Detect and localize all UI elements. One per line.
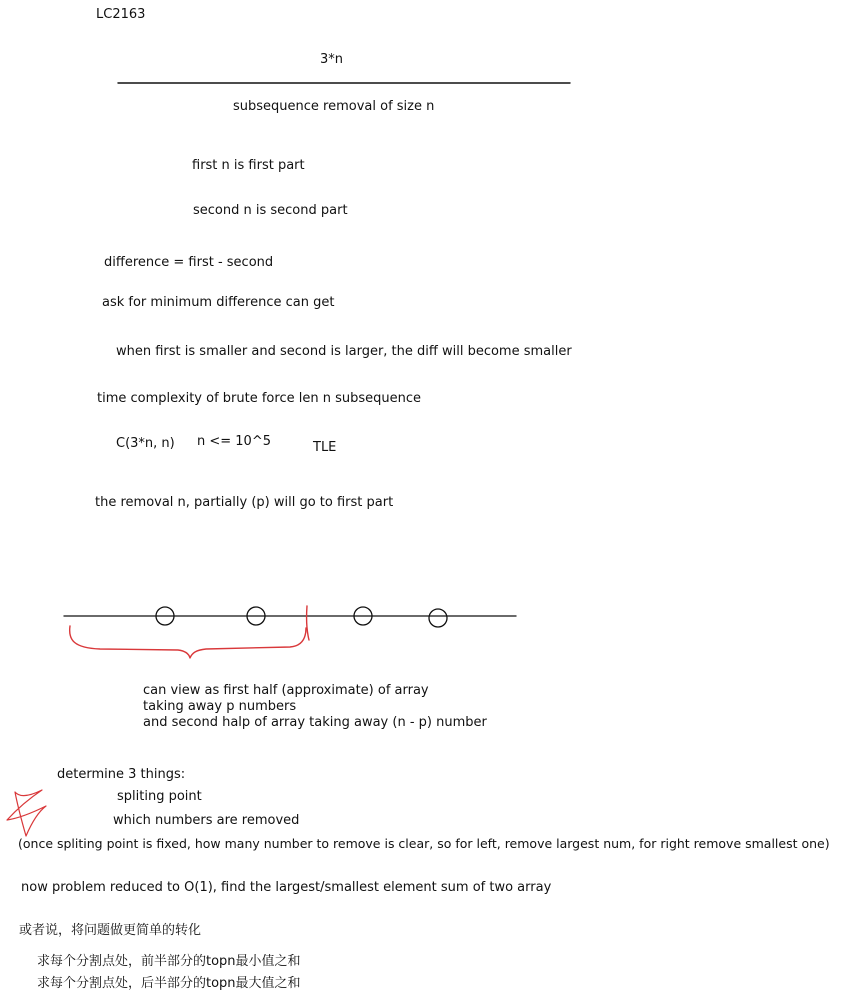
constraint-formula: n <= 10^5 bbox=[197, 434, 271, 449]
star-doodle-icon bbox=[7, 790, 46, 836]
determine-heading: determine 3 things: bbox=[57, 767, 186, 782]
reduced-line: now problem reduced to O(1), find the largest/smallest element sum of two array bbox=[21, 880, 552, 895]
first-part-line: first n is first part bbox=[192, 158, 305, 173]
split-point-marker bbox=[307, 606, 309, 640]
array-element-circle bbox=[247, 607, 265, 625]
partial-removal-line: the removal n, partially (p) will go to first part bbox=[95, 495, 394, 510]
ask-line: ask for minimum difference can get bbox=[102, 295, 335, 310]
brute-force-line: time complexity of brute force len n subsequence bbox=[97, 391, 421, 406]
zh-intro-line: 或者说，将问题做更简单的转化 bbox=[19, 923, 202, 938]
determine-item-2: which numbers are removed bbox=[113, 813, 300, 828]
view-line-1: can view as first half (approximate) of array bbox=[143, 683, 429, 698]
view-line-2: taking away p numbers bbox=[143, 699, 297, 714]
view-line-3: and second halp of array taking away (n - p) number bbox=[143, 715, 487, 730]
combination-formula: C(3*n, n) bbox=[116, 436, 175, 451]
once-fixed-line: (once spliting point is fixed, how many number to remove is clear, so for left, remove largest num, for right remove smallest one) bbox=[18, 836, 830, 851]
array-element-circle bbox=[429, 609, 447, 627]
first-part-brace bbox=[70, 626, 306, 658]
second-part-line: second n is second part bbox=[193, 203, 348, 218]
tle-label: TLE bbox=[313, 440, 337, 455]
array-size-label: 3*n bbox=[320, 52, 344, 67]
zh-item-2: 求每个分割点处，后半部分的topn最大值之和 bbox=[37, 976, 301, 991]
zh-item-1: 求每个分割点处，前半部分的topn最小值之和 bbox=[37, 954, 301, 969]
problem-id: LC2163 bbox=[96, 7, 146, 22]
when-line: when first is smaller and second is larger, the diff will become smaller bbox=[116, 344, 572, 359]
difference-line: difference = first - second bbox=[104, 255, 274, 270]
array-element-circle bbox=[354, 607, 372, 625]
removal-label: subsequence removal of size n bbox=[233, 99, 435, 114]
determine-item-1: spliting point bbox=[117, 789, 202, 804]
array-element-circle bbox=[156, 607, 174, 625]
